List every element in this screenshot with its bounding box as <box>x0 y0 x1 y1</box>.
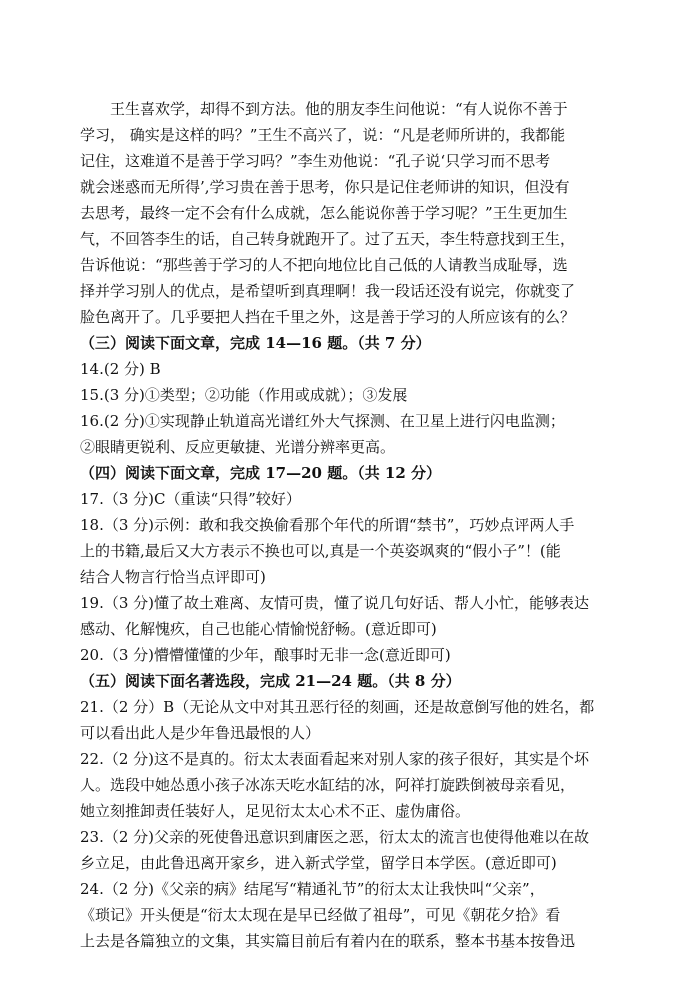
passage-line: 脸色离开了。几乎要把人挡在千里之外，这是善于学习的人所应该有的么？ <box>80 308 576 326</box>
passage-line: 择并学习别人的优点，是希望听到真理啊！我一段话还没有说完，你就变了 <box>80 282 576 300</box>
passage-line: 学习， 确实是这样的吗？”王生不高兴了，说：“凡是老师所讲的，我都能 <box>80 126 566 144</box>
passage-line: 气，不回答李生的话，自己转身就跑开了。过了五天，李生特意找到王生， <box>80 230 576 248</box>
answer-line: 15.(3 分)①类型；②功能（作用或成就）；③发展 <box>80 386 408 404</box>
answer-line: 上的书籍,最后又大方表示不换也可以,真是一个英姿飒爽的“假小子”！(能 <box>80 542 561 560</box>
answer-line: 人。选段中她怂恿小孩子冰冻天吃水缸结的冰，阿祥打旋跌倒被母亲看见， <box>80 776 576 794</box>
answer-line: 16.(2 分)①实现静止轨道高光谱红外大气探测、在卫星上进行闪电监测； <box>80 412 565 430</box>
section-heading: （三）阅读下面文章，完成 14—16 题。（共 7 分） <box>80 334 431 352</box>
section-heading: （四）阅读下面文章，完成 17—20 题。（共 12 分） <box>80 464 442 482</box>
answer-line: 感动、化解愧疚，自己也能心情愉悦舒畅。(意近即可) <box>80 620 437 638</box>
answer-line: 19.（3 分)懂了故土难离、友情可贵，懂了说几句好话、帮人小忙，能够表达 <box>80 594 590 612</box>
answer-line: 上去是各篇独立的文集，其实篇目前后有着内在的联系，整本书基本按鲁迅 <box>80 932 576 950</box>
answer-line: 结合人物言行恰当点评即可) <box>80 568 266 586</box>
passage-line: 记住，这难道不是善于学习吗？”李生劝他说：“孔子说‘只学习而不思考 <box>80 152 551 170</box>
answer-line: 可以看出此人是少年鲁迅最恨的人） <box>80 724 321 742</box>
passage-line: 就会迷惑而无所得’,学习贵在善于思考，你只是记住老师讲的知识，但没有 <box>80 178 570 196</box>
answer-line: 她立刻推卸责任装好人，足见衍太太心术不正、虚伪庸俗。 <box>80 802 471 820</box>
answer-line: 18.（3 分)示例：敢和我交换偷看那个年代的所谓“禁书”，巧妙点评两人手 <box>80 516 575 534</box>
passage-line: 王生喜欢学，却得不到方法。他的朋友李生问他说：“有人说你不善于 <box>110 100 568 118</box>
answer-line: 22.（2 分)这不是真的。衍太太表面看起来对别人家的孩子很好，其实是个坏 <box>80 750 590 768</box>
answer-line: 14.(2 分) B <box>80 360 161 378</box>
answer-line: 乡立足，由此鲁迅离开家乡，进入新式学堂，留学日本学医。(意近即可) <box>80 854 557 872</box>
answer-line: 21.（2 分）B（无论从文中对其丑恶行径的刻画，还是故意倒写他的姓名，都 <box>80 698 595 716</box>
passage-line: 告诉他说：“那些善于学习的人不把向地位比自己低的人请教当成耻辱，选 <box>80 256 568 274</box>
answer-line: 《琐记》开头便是“衍太太现在是早已经做了祖母”，可见《朝花夕拾》看 <box>80 906 561 924</box>
answer-line: 24.（2 分)《父亲的病》结尾写“精通礼节”的衍太太让我快叫“父亲”， <box>80 880 545 898</box>
answer-line: 20.（3 分)懵懵懂懂的少年，酿事时无非一念(意近即可) <box>80 646 451 664</box>
answer-line: ②眼睛更锐利、反应更敏捷、光谱分辨率更高。 <box>80 438 396 456</box>
passage-line: 去思考，最终一定不会有什么成就，怎么能说你善于学习呢？”王生更加生 <box>80 204 568 222</box>
answer-line: 17.（3 分)C（重读“只得”较好） <box>80 490 301 508</box>
answer-line: 23.（2 分)父亲的死使鲁迅意识到庸医之恶，衍太太的流言也使得他难以在故 <box>80 828 590 846</box>
section-heading: （五）阅读下面名著选段，完成 21—24 题。（共 8 分） <box>80 672 461 690</box>
